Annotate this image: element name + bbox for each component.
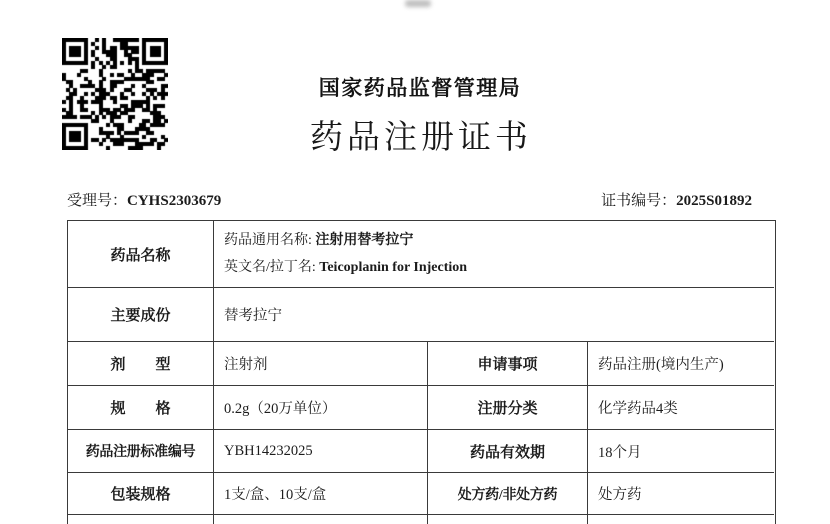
dosage-form-value: 注射剂: [214, 342, 428, 386]
registration-category-value: 化学药品4类: [588, 386, 774, 430]
drug-name-label: 药品名称: [68, 221, 214, 288]
english-name-line: [224, 254, 467, 281]
scan-artifact: [405, 0, 431, 7]
main-ingredient-label: 主要成份: [68, 288, 214, 342]
acceptance-number-value: CYHS2303679: [127, 193, 222, 209]
generic-name-value: 注射用替考拉宁: [315, 233, 414, 248]
clipped-row-cell: [428, 515, 588, 524]
clipped-row-cell: [588, 515, 774, 524]
clipped-row-cell: [68, 515, 214, 524]
package-spec-label: 包装规格: [68, 473, 214, 515]
english-name-label: 英文名/拉丁名:: [224, 260, 320, 275]
certificate-number-value: 2025S01892: [676, 193, 752, 209]
acceptance-number: [67, 191, 221, 211]
certificate-number: [601, 191, 752, 211]
standard-number-label: 药品注册标准编号: [68, 430, 214, 473]
certificate-table: [67, 220, 776, 524]
dosage-form-label: 剂 型: [68, 342, 214, 386]
generic-name-label: 药品通用名称:: [224, 233, 316, 248]
generic-name-line: [224, 227, 413, 254]
main-ingredient-value: 替考拉宁: [214, 288, 774, 342]
package-spec-value: 1支/盒、10支/盒: [214, 473, 428, 515]
application-item-label: 申请事项: [428, 342, 588, 386]
english-name-value: Teicoplanin for Injection: [319, 260, 468, 275]
application-item-value: 药品注册(境内生产): [588, 342, 774, 386]
validity-period-label: 药品有效期: [428, 430, 588, 473]
org-name: 国家药品监督管理局: [318, 77, 522, 100]
certificate-title: 药品注册证书: [310, 120, 532, 156]
clipped-row-cell: [214, 515, 428, 524]
specification-label: 规 格: [68, 386, 214, 430]
acceptance-number-label: 受理号：: [67, 193, 128, 209]
registration-category-label: 注册分类: [428, 386, 588, 430]
specification-value: 0.2g（20万单位）: [214, 386, 428, 430]
certificate-number-label: 证书编号：: [601, 193, 677, 209]
standard-number-value: YBH14232025: [214, 430, 428, 473]
rx-classification-value: 处方药: [588, 473, 774, 515]
rx-classification-label: 处方药/非处方药: [428, 473, 588, 515]
validity-period-value: 18个月: [588, 430, 774, 473]
drug-name-value: [214, 221, 774, 288]
